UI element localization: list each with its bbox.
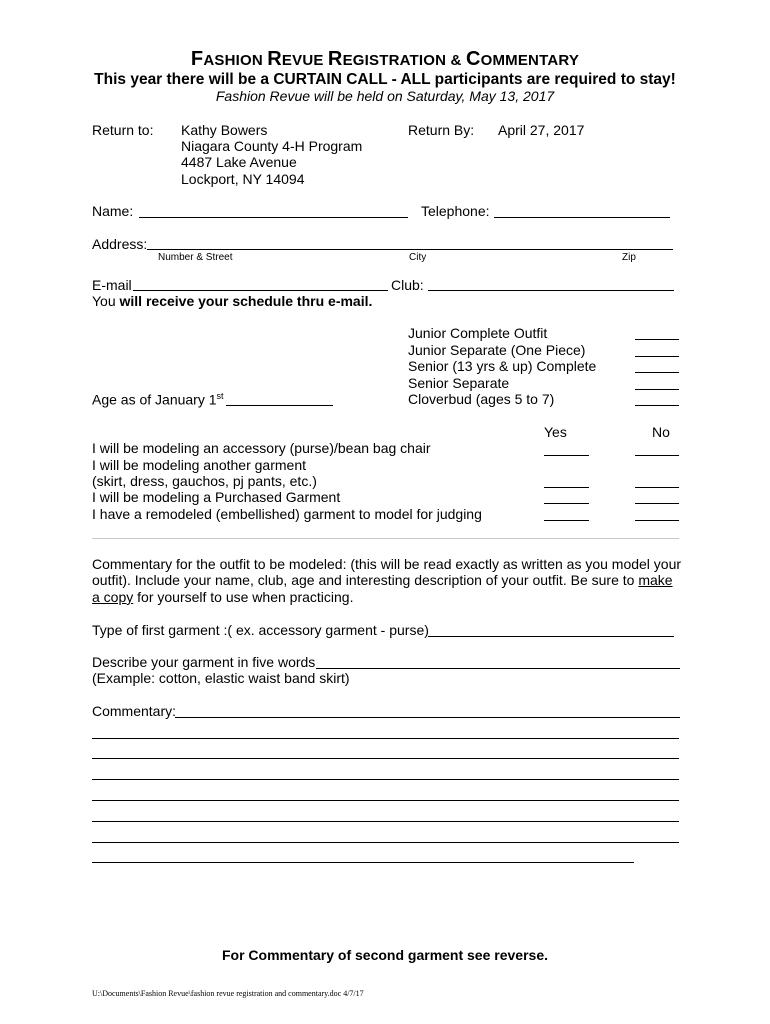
age-label-text: Age as of January 1	[92, 391, 217, 408]
make-underlined: make	[638, 572, 673, 588]
return-address-city: Lockport, NY 14094	[181, 171, 305, 187]
category-junior-complete: Junior Complete Outfit	[408, 325, 548, 341]
age-label	[92, 391, 224, 408]
category-senior-separate-blank[interactable]	[635, 389, 679, 390]
category-cloverbud-blank[interactable]	[635, 405, 679, 406]
email-field[interactable]	[133, 290, 388, 291]
copy-underlined: a copy	[92, 589, 134, 605]
name-field[interactable]	[139, 217, 408, 218]
title-part: OMMENTARY	[480, 52, 580, 69]
commentary-intro-line3-text: for yourself to use when practicing.	[133, 589, 354, 605]
email-schedule-note	[92, 293, 372, 309]
yes-column-header: Yes	[544, 424, 567, 440]
commentary-line[interactable]	[92, 779, 679, 780]
commentary-intro-line2-text: outfit). Include your name, club, age and interesting description of your outfit. Be sure to	[92, 572, 639, 588]
category-senior-separate: Senior Separate	[408, 375, 510, 391]
age-field[interactable]	[226, 405, 333, 406]
describe-garment-label: Describe your garment in five words	[92, 654, 316, 670]
address-field[interactable]	[147, 249, 673, 250]
title-part: R	[327, 48, 343, 70]
document-path-footer: U:\Documents\Fashion Revue\fashion revue registration and commentary.doc 4/7/17	[92, 989, 364, 998]
question-another-garment: I will be modeling another garment	[92, 457, 307, 473]
return-address-name: Kathy Bowers	[181, 122, 268, 138]
no-column-header: No	[652, 424, 670, 440]
commentary-line[interactable]	[92, 738, 679, 739]
question-remodeled-yes[interactable]	[544, 520, 589, 521]
age-label-sup: st	[216, 391, 224, 401]
name-label: Name:	[92, 203, 134, 219]
category-cloverbud: Cloverbud (ages 5 to 7)	[408, 391, 555, 407]
telephone-field[interactable]	[494, 217, 670, 218]
return-address-org: Niagara County 4-H Program	[181, 138, 363, 154]
form-title	[0, 48, 770, 71]
question-another-garment-no[interactable]	[635, 487, 679, 488]
question-another-garment-detail: (skirt, dress, gauchos, pj pants, etc.)	[92, 473, 317, 489]
category-senior-complete: Senior (13 yrs & up) Complete	[408, 358, 597, 374]
commentary-line[interactable]	[92, 842, 679, 843]
club-label: Club:	[391, 277, 424, 293]
event-date-notice: Fashion Revue will be held on Saturday, May 13, 2017	[215, 88, 555, 104]
commentary-intro-line1: Commentary for the outfit to be modeled: (this will be read exactly as written as you model your	[92, 556, 682, 572]
category-junior-complete-blank[interactable]	[635, 339, 679, 340]
describe-garment-field[interactable]	[316, 668, 680, 669]
garment-type-label: Type of first garment :( ex. accessory garment - purse)	[92, 622, 429, 638]
return-by-label: Return By:	[408, 122, 475, 138]
email-note-prefix: You	[92, 293, 120, 309]
question-accessory-no[interactable]	[635, 455, 679, 456]
commentary-label: Commentary:	[92, 703, 177, 719]
question-accessory: I will be modeling an accessory (purse)/bean bag chair	[92, 440, 431, 456]
question-remodeled-no[interactable]	[635, 520, 679, 521]
commentary-line[interactable]	[175, 717, 680, 718]
commentary-line[interactable]	[92, 758, 679, 759]
category-senior-complete-blank[interactable]	[635, 372, 679, 373]
commentary-intro-line3	[92, 589, 353, 605]
return-to-label: Return to:	[92, 122, 154, 138]
zip-caption: Zip	[622, 252, 636, 263]
telephone-label: Telephone:	[421, 203, 490, 219]
second-garment-note: For Commentary of second garment see reverse.	[221, 947, 548, 963]
title-part: EVUE	[281, 52, 328, 69]
question-another-garment-yes[interactable]	[544, 487, 589, 488]
email-label: E-mail	[92, 277, 132, 293]
question-purchased-yes[interactable]	[544, 503, 589, 504]
question-purchased: I will be modeling a Purchased Garment	[92, 489, 341, 505]
number-street-caption: Number & Street	[158, 252, 233, 263]
email-note-bold: will receive your schedule thru e-mail.	[119, 293, 373, 309]
garment-type-field[interactable]	[428, 636, 674, 637]
return-address-street: 4487 Lake Avenue	[181, 154, 297, 170]
title-part: ASHION	[203, 52, 268, 69]
commentary-line[interactable]	[92, 800, 679, 801]
club-field[interactable]	[428, 290, 674, 291]
title-part: F	[190, 48, 204, 70]
curtain-call-notice: This year there will be a CURTAIN CALL - ALL participants are required to stay!	[94, 71, 676, 88]
describe-garment-example: (Example: cotton, elastic waist band skirt)	[92, 670, 350, 686]
address-label: Address:	[92, 236, 148, 252]
category-junior-separate: Junior Separate (One Piece)	[408, 342, 586, 358]
commentary-line[interactable]	[92, 862, 634, 863]
question-remodeled: I have a remodeled (embellished) garment to model for judging	[92, 506, 482, 522]
commentary-intro-line2	[92, 572, 673, 588]
section-divider	[92, 538, 679, 539]
return-by-date: April 27, 2017	[498, 122, 585, 138]
title-part: C	[465, 48, 481, 70]
title-part: EGISTRATION &	[342, 52, 466, 69]
commentary-line[interactable]	[92, 821, 679, 822]
city-caption: City	[409, 252, 427, 263]
question-purchased-no[interactable]	[635, 503, 679, 504]
question-accessory-yes[interactable]	[544, 455, 589, 456]
title-part: R	[267, 48, 282, 70]
category-junior-separate-blank[interactable]	[635, 356, 679, 357]
